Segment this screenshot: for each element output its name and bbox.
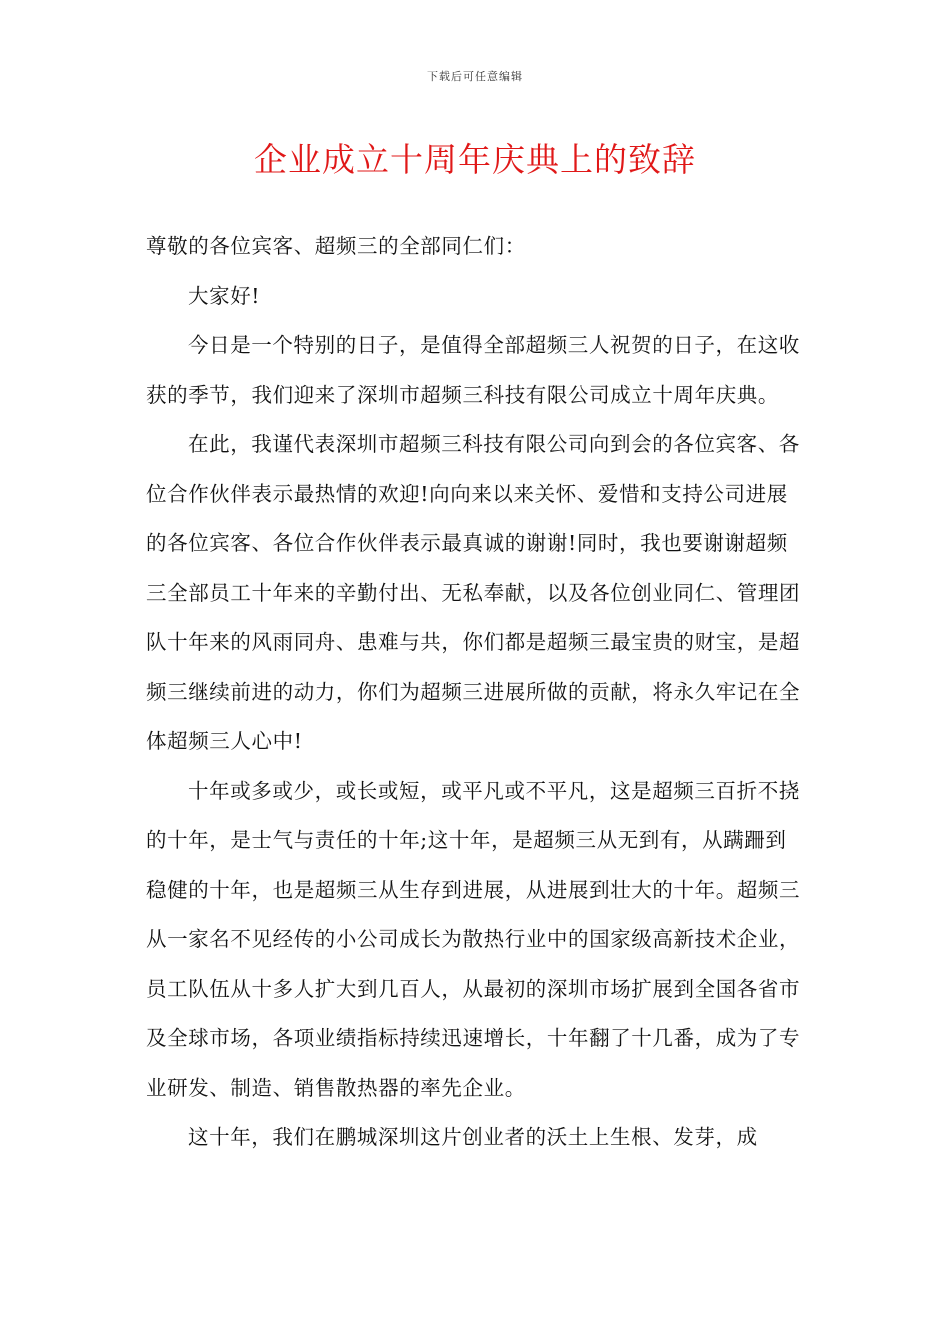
document-body [146, 222, 806, 1163]
header-note: 下载后可任意编辑 [427, 70, 523, 83]
paragraph-intro: 今日是一个特别的日子，是值得全部超频三人祝贺的日子，在这收获的季节，我们迎来了深圳市超频三科技有限公司成立十周年庆典。 [146, 333, 800, 407]
paragraph-shenzhen: 这十年，我们在鹏城深圳这片创业者的沃土上生根、发芽，成 [188, 1125, 758, 1149]
paragraph-thanks: 在此，我谨代表深圳市超频三科技有限公司向到会的各位宾客、各位合作伙伴表示最热情的欢迎!向向来以来关怀、爱惜和支持公司进展的各位宾客、各位合作伙伴表示最真诚的谢谢!同时，我也要谢谢超频三全部员工十年来的辛勤付出、无私奉献，以及各位创业同仁、管理团队十年来的风雨同舟、患难与共，你们都是超频三最宝贵的财宝，是超频三继续前进的动力，你们为超频三进展所做的贡献，将永久牢记在全体超频三人心中! [146, 432, 801, 753]
salutation: 尊敬的各位宾客、超频三的全部同仁们： [146, 234, 526, 258]
paragraph-greeting: 大家好! [188, 283, 261, 308]
document-title: 企业成立十周年庆典上的致辞 [254, 140, 696, 179]
paragraph-decade: 十年或多或少，或长或短，或平凡或不平凡，这是超频三百折不挠的十年，是士气与责任的十年;这十年，是超频三从无到有，从蹒跚到稳健的十年，也是超频三从生存到进展，从进展到壮大的十年。超频三从一家名不见经传的小公司成长为散热行业中的国家级高新技术企业，员工队伍从十多人扩大到几百人，从最初的深圳市场扩展到全国各省市及全球市场，各项业绩指标持续迅速增长，十年翻了十几番，成为了专业研发、制造、销售散热器的率先企业。 [146, 778, 801, 1100]
